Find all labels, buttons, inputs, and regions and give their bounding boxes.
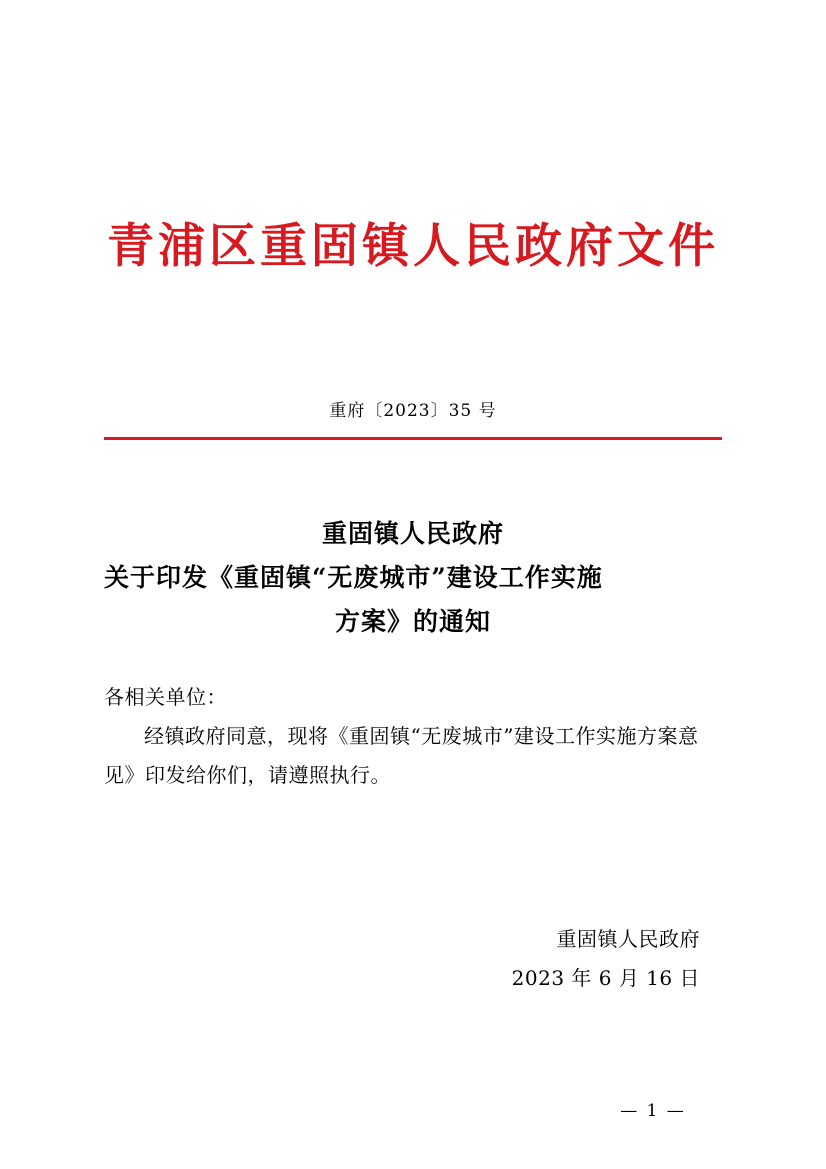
red-divider-rule xyxy=(104,437,722,440)
salutation: 各相关单位： xyxy=(104,685,227,709)
signature-date: 2023 年 6 月 16 日 xyxy=(511,966,700,990)
subject-line-3: 方案》的通知 xyxy=(334,606,491,636)
document-header xyxy=(0,218,826,277)
signature-block xyxy=(104,920,722,998)
document-body xyxy=(104,678,722,795)
page-number: — 1 — xyxy=(620,1101,686,1121)
body-paragraph-1: 经镇政府同意，现将《重固镇“无废城市”建设工作实施方案意见》印发给你们，请遵照执行。 xyxy=(104,724,699,787)
document-number: 重府〔2023〕35 号 xyxy=(329,401,497,421)
signature-issuer: 重固镇人民政府 xyxy=(556,927,700,951)
document-header-title: 青浦区重固镇人民政府文件 xyxy=(107,219,719,274)
document-subject xyxy=(104,512,722,643)
subject-line-2: 关于印发《重固镇“无废城市”建设工作实施 xyxy=(104,562,603,592)
subject-line-1: 重固镇人民政府 xyxy=(321,519,504,548)
